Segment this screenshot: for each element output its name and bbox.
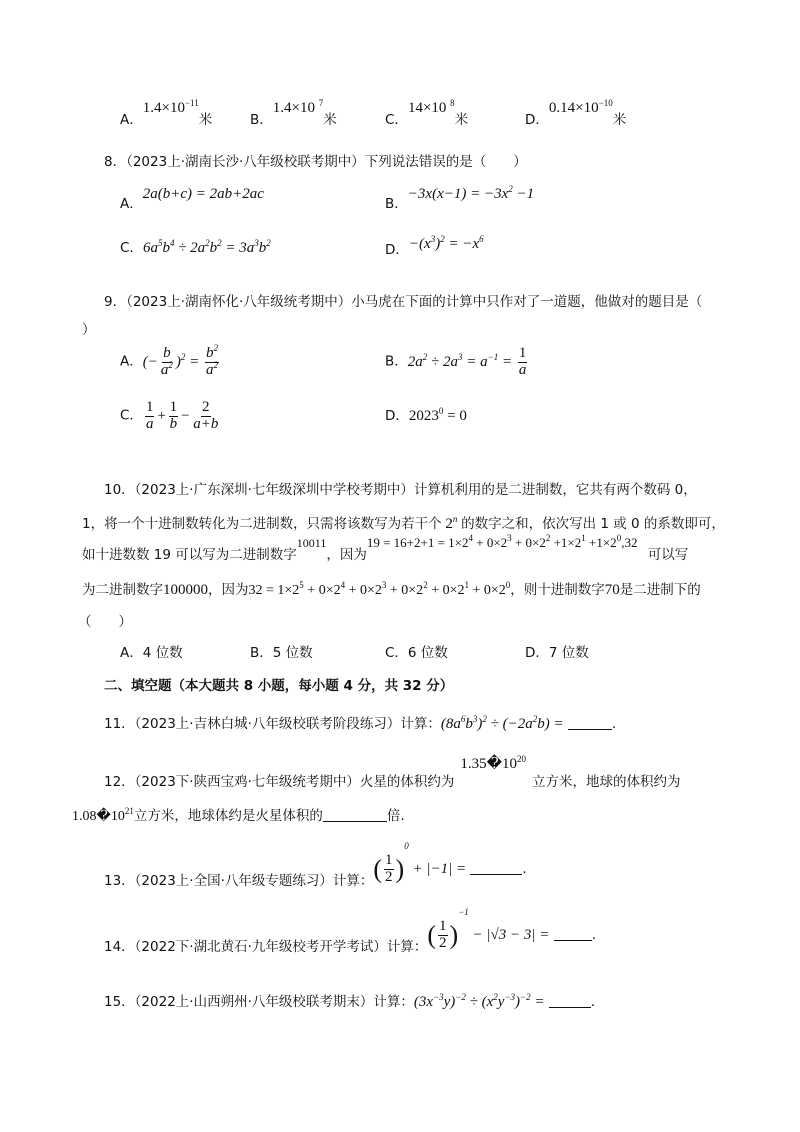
section-title: 二、填空题（本大题共 8 小题，每小题 4 分，共 32 分）	[104, 678, 454, 694]
q8-option-d: D．$-(x^3)^2 = -x^6$	[385, 234, 484, 258]
q13-answer-blank[interactable]	[470, 862, 522, 875]
q11-stem: 11．（2023上·吉林白城·八年级校联考阶段练习）计算：$(8a^6b^3)^2 \div (-2a^2b)$ = .	[104, 714, 617, 732]
q7-option-a: A．$1.4\times 10^{-11}$米	[120, 98, 213, 128]
q9-option-c: C． $\frac{1}{a}$ + $\frac{1}{b}$ − $\frac{2}{a+b}$	[120, 399, 219, 432]
q10-option-a: A．4 位数	[120, 645, 183, 661]
q15-stem: 15．（2022上·山西朔州·八年级校联考期末）计算：$(3x^{-3}y)^{-2} \div (x^2y^{-3})^{-2}$ = .	[104, 992, 596, 1010]
q7-option-b: B．1.4×10 $^7$米	[250, 98, 337, 128]
q12-line1: 12．（2023下·陕西宝鸡·七年级统考期中）火星的体积约为$1.35�10^{20}$立方米，地球的体积约为	[104, 754, 681, 790]
q15-answer-blank[interactable]	[549, 995, 591, 1008]
q10-option-c: C．6 位数	[385, 645, 448, 661]
q10-line1: 10．（2023上·广东深圳·七年级深圳中学校考期中）计算机利用的是二进制数，它共有两个数码 0，	[104, 482, 697, 498]
q10-line3: 如十进数数 19 可以写为二进制数字10011，因为$19 = 16+2+1 = 1\times 2^4 + 0\times 2^3 + 0\times 2^2 +1\times 2^1 +1\times 2^0,32$ 可以写	[82, 533, 689, 563]
q9-stem-end: ）	[82, 322, 96, 338]
q8-stem: 8．（2023上·湖南长沙·八年级校联考期中）下列说法错误的是（ ）	[104, 154, 527, 170]
q11-answer-blank[interactable]	[568, 717, 612, 730]
q10-line2: 1，将一个十进制数转化为二进制数，只需将该数写为若干个 2$^n$ 的数字之和，依次写出 1 或 0 的系数即可，	[82, 514, 725, 532]
q14-stem: 14．（2022下·湖北黄石·九年级校考开学考试）计算：( $\frac{1}{2}$ )$^{-1}$ − |√3 − 3| = .	[104, 907, 596, 955]
q13-stem: 13．（2023上·全国·八年级专题练习）计算：( $\frac{1}{2}$ )$^0$ + |−1| = .	[104, 841, 527, 889]
q14-answer-blank[interactable]	[554, 928, 592, 941]
q9-option-b: B．$2a^2 \div 2a^3 = a^{-1}$ = $\frac{1}{a}$	[385, 345, 527, 378]
q10-line4: 为二进制数字100000，因为$32 = 1\times 2^5 + 0\times 2^4 + 0\times 2^3 + 0\times 2^2 + 0\times 2^1 + 0\times 2^0$，则十进制数字70是二进制下的	[82, 580, 701, 598]
q7-option-c: C．14×10 $^8$米	[385, 98, 469, 128]
q12-line2: $1.08�10^{21}$立方米，地球体约是火星体积的 倍.	[72, 806, 405, 824]
q8-option-b: B．$-3x(x-1) = -3x^2 -1$	[385, 184, 535, 212]
q9-option-a: A．(− $\frac{b}{a^2}$ )$^2$ = $\frac{b^2}{a^2}$	[120, 343, 218, 378]
q8-option-c: C．$6a^5b^4 \div 2a^2b^2 = 3a^3b^2$	[120, 238, 271, 256]
q7-option-d: D．$0.14\times 10^{-10}$米	[525, 98, 627, 128]
q10-option-b: B．5 位数	[250, 645, 313, 661]
q9-option-d: D．$2023^0 = 0$	[385, 406, 467, 424]
q10-option-d: D．7 位数	[525, 645, 589, 661]
q9-stem: 9．（2023上·湖南怀化·八年级统考期中）小马虎在下面的计算中只作对了一道题，他做对的题目是（	[104, 294, 703, 310]
q10-line5: （ ）	[78, 614, 132, 630]
q8-option-a: A．2a(b+c) = 2ab+2ac	[120, 186, 264, 212]
q12-answer-blank[interactable]	[323, 809, 387, 822]
